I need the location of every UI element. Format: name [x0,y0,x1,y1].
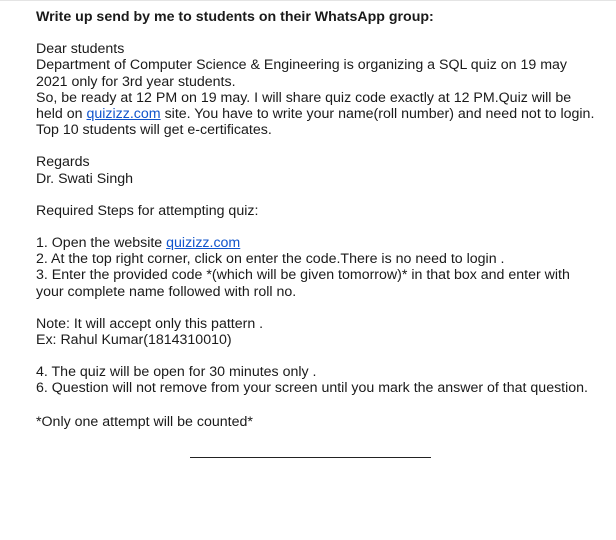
note-line-1: Note: It will accept only this pattern . [36,315,264,332]
step-1-text: 1. Open the website [36,235,167,252]
letter-paragraph-2-text-b: site. You have to write your name(roll number) and need not to login. [160,106,595,123]
quizizz-link[interactable]: quizizz.com [86,106,161,123]
page-top-border [0,0,616,1]
attempt-note: *Only one attempt will be counted* [36,413,253,430]
document-heading: Write up send by me to students on their WhatsApp group: [36,9,434,25]
step-6: 6. Question will not remove from your screen until you mark the answer of that question. [36,380,588,397]
step-1-quizizz-link[interactable]: quizizz.com [166,235,241,252]
signature-text: Dr. Swati Singh [36,170,133,187]
letter-paragraph-1: Department of Computer Science & Engineering is organizing a SQL quiz on 19 may 2021 only for 3rd year students. [36,57,568,90]
letter-paragraph-2 [36,90,596,122]
step-4: 4. The quiz will be open for 30 minutes only . [36,364,317,381]
note-example: Ex: Rahul Kumar(1814310010) [36,332,232,349]
step-3: 3. Enter the provided code *(which will be given tomorrow)* in that box and enter with your complete name followed with roll no. [36,267,570,300]
steps-title: Required Steps for attempting quiz: [36,202,259,219]
step-2: 2. At the top right corner, click on enter the code.There is no need to login . [36,251,505,268]
more-steps-list [36,364,596,396]
note-section [36,316,596,348]
greeting-text: Dear students [36,41,125,58]
signoff-section [36,154,596,186]
step-1 [36,235,596,251]
document-body [36,9,596,430]
letter-paragraph-3: Top 10 students will get e-certificates. [36,122,272,139]
steps-list [36,235,596,300]
regards-text: Regards [36,154,90,171]
letter-section [36,41,596,138]
divider-line [190,457,431,458]
letter-paragraph-2-text-a: So, be ready at 12 PM on 19 may. I will share quiz code exactly at 12 PM.Quiz will be held on [36,89,572,123]
